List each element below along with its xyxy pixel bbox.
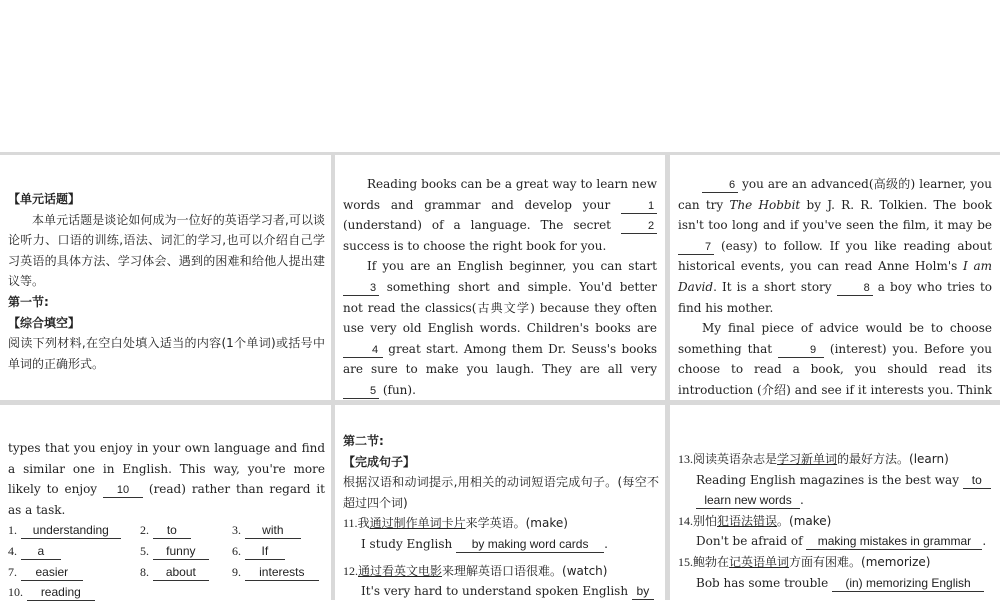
passage-paragraph: My final piece of advice would be to choose something that 9 (interest) you. Before you choose to read a book, you should read its introduction (介绍) and see if it interests you. Think (678, 321, 992, 397)
blank-9: 9 (778, 343, 824, 358)
question-13: 13.阅读英语杂志是学习新单词的最好方法。(learn) Reading English magazines is the best way to learn new words . (678, 449, 992, 511)
panel-passage-part1 (335, 155, 665, 400)
answer-13a: to (963, 473, 991, 489)
unit-topic-text: 本单元话题是谈论如何成为一位好的英语学习者,可以谈论听力、口语的训练,语法、词汇的学习,也可以介绍自己学习英语的具体方法、学习体会、遇到的困难和给他人提出建议等。 (8, 212, 325, 289)
passage-paragraph: Reading books can be a great way to learn new words and grammar and develop your 1 (understand) of a language. The secret 2 success is to choose the right book for you. (343, 177, 657, 253)
answer-item: 3. with (232, 520, 332, 541)
question-15: 15.鲍勃在记英语单词方面有困难。(memorize) Bob has some trouble (in) memorizing English (678, 552, 992, 593)
answer-item: 2. to (140, 520, 232, 541)
blank-4: 4 (343, 343, 383, 358)
complete-instruction: 根据汉语和动词提示,用相关的动词短语完成句子。(每空不超过四个词) (343, 475, 659, 510)
answer-item: 4. a (8, 541, 140, 562)
blank-1: 1 (621, 199, 657, 214)
book-title-hobbit: The Hobbit (729, 197, 801, 212)
section1-heading: 第一节: (8, 294, 49, 309)
cloze-instruction: 阅读下列材料,在空白处填入适当的内容(1个单词)或括号中单词的正确形式。 (8, 336, 325, 371)
panel-passage-answers (0, 405, 331, 600)
blank-2: 2 (621, 219, 657, 234)
answer-11: by making word cards (456, 537, 604, 553)
answer-item: 5. funny (140, 541, 232, 562)
unit-topic-heading: 【单元话题】 (8, 192, 81, 206)
passage-paragraph: If you are an English beginner, you can start 3 something short and simple. You'd better not read the classics(古典文学) because they often use very old English words. Children's books are 4 great start. Among them Dr. Seuss's books are sure to make you laugh. They are all very 5 (fun). (343, 259, 657, 397)
cloze-heading: 【综合填空】 (8, 315, 81, 330)
blank-10: 10 (103, 483, 143, 498)
passage-paragraph: types that you enjoy in your own language and find a similar one in English. This way, you're more likely to enjoy 10 (read) rather than regard it as a task. (8, 441, 325, 517)
question-12: 12.通过看英文电影来理解英语口语很难。(watch) It's very hard to understand spoken English by (343, 561, 659, 602)
section2-heading: 第二节: (343, 434, 384, 448)
answer-15: (in) memorizing English (832, 576, 984, 592)
answer-item: 9. interests (232, 562, 332, 583)
blank-6: 6 (702, 178, 738, 193)
blank-8: 8 (837, 281, 873, 296)
passage-paragraph: 6 you are an advanced(高级的) learner, you can try The Hobbit by J. R. R. Tolkien. The book isn't too long and if you've seen the film, it may be 7 (easy) to follow. If you like reading about historical events, you can read Anne Holm's I am David. It is a short story 8 a boy who tries to find his mother. (678, 177, 992, 315)
answer-12: by (632, 584, 654, 600)
complete-heading: 【完成句子】 (343, 454, 416, 469)
answer-14: making mistakes in grammar (806, 534, 982, 550)
book-title-david: I am David (678, 259, 992, 294)
answer-key-grid (8, 520, 325, 602)
answer-13b: learn new words (696, 493, 800, 509)
answer-item: 1. understanding (8, 520, 140, 541)
panel-complete-sentences-cont (670, 405, 1000, 600)
panel-passage-part2 (670, 155, 1000, 400)
question-14: 14.别怕犯语法错误。(make) Don't be afraid of making mistakes in grammar . (678, 513, 987, 549)
answer-item: 7. easier (8, 562, 140, 583)
blank-7: 7 (678, 240, 714, 255)
answer-item: 10. reading (8, 582, 140, 603)
answer-item: 8. about (140, 562, 232, 583)
blank-3: 3 (343, 281, 379, 296)
panel-unit-topic (0, 155, 331, 400)
answer-item: 6. If (232, 541, 332, 562)
blank-5: 5 (343, 384, 379, 399)
panel-complete-sentences (335, 405, 665, 600)
question-11: 11.我通过制作单词卡片来学英语。(make) I study English by making word cards . (343, 516, 608, 551)
